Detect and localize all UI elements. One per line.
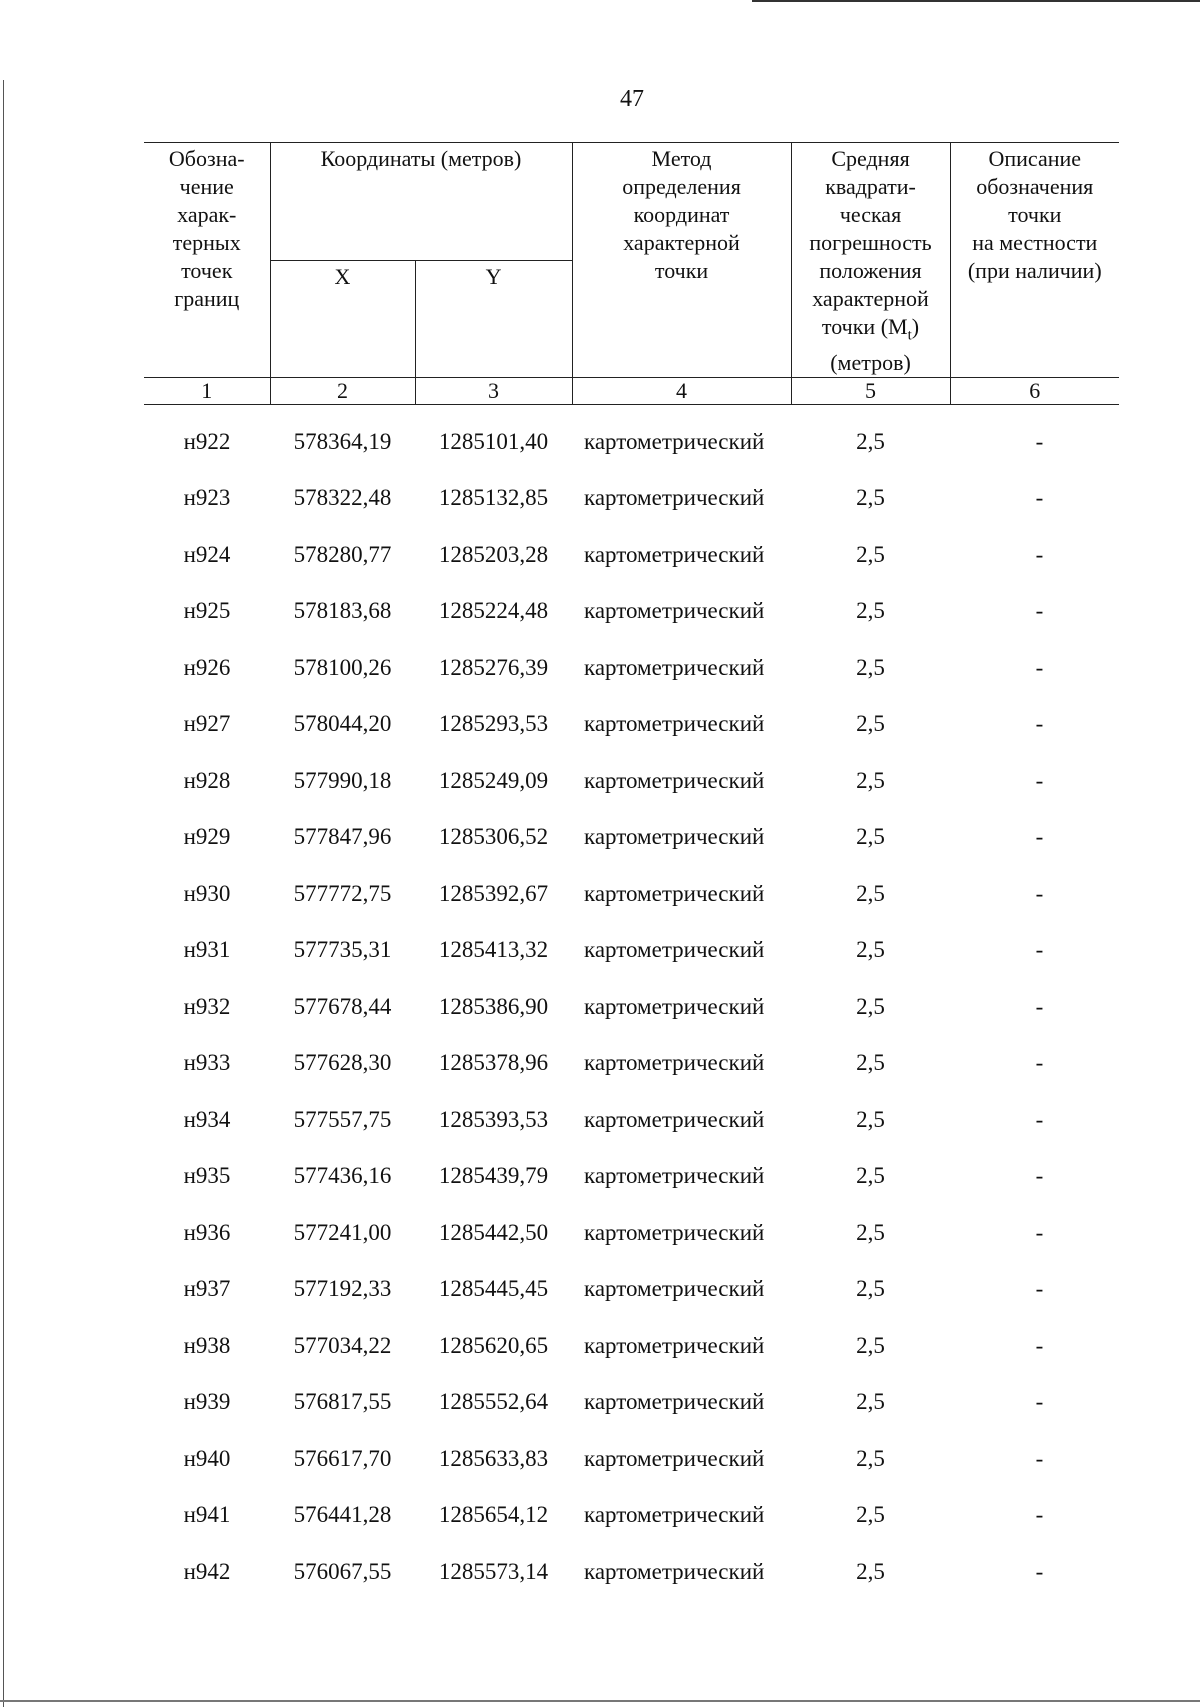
error-cell: 2,5	[856, 541, 885, 567]
method-cell: картометрический	[584, 1163, 765, 1189]
error-cell: 2,5	[856, 1445, 885, 1471]
point-cell: н937	[183, 1276, 231, 1302]
error-cell: 2,5	[856, 1163, 885, 1189]
point-cell: н929	[183, 824, 231, 850]
error-cell: 2,5	[856, 1276, 885, 1302]
table-row	[144, 1543, 1119, 1600]
column-number: 1	[144, 378, 270, 405]
error-cell: 2,5	[856, 824, 885, 850]
method-cell: картометрический	[584, 937, 765, 963]
scan-edge-bottom	[0, 1700, 1200, 1702]
method-cell: картометрический	[584, 1276, 765, 1302]
header-y: Y	[415, 260, 572, 378]
error-cell: 2,5	[856, 1050, 885, 1076]
table-row	[144, 1261, 1119, 1318]
x-cell: 577772,75	[293, 880, 392, 906]
method-cell: картометрический	[584, 1050, 765, 1076]
method-cell: картометрический	[584, 1445, 765, 1471]
x-cell: 578183,68	[293, 598, 392, 624]
x-cell: 578364,19	[293, 428, 392, 454]
point-cell: н940	[183, 1445, 231, 1471]
description-cell: -	[1035, 1106, 1044, 1132]
x-cell: 577990,18	[293, 767, 392, 793]
table-row	[144, 1204, 1119, 1261]
error-cell: 2,5	[856, 993, 885, 1019]
y-cell: 1285393,53	[438, 1106, 549, 1132]
x-cell: 576617,70	[293, 1445, 392, 1471]
coordinates-table	[144, 142, 1119, 1600]
header-description: Описание обозначения точки на местности (при наличии)	[950, 143, 1119, 378]
table-row	[144, 1317, 1119, 1374]
description-cell: -	[1035, 1558, 1044, 1584]
error-cell: 2,5	[856, 1389, 885, 1415]
point-cell: н941	[183, 1502, 231, 1528]
point-cell: н933	[183, 1050, 231, 1076]
y-cell: 1285445,45	[438, 1276, 549, 1302]
x-cell: 577735,31	[293, 937, 392, 963]
point-cell: н923	[183, 485, 231, 511]
y-cell: 1285439,79	[438, 1163, 549, 1189]
description-cell: -	[1035, 880, 1044, 906]
y-cell: 1285306,52	[438, 824, 549, 850]
error-cell: 2,5	[856, 485, 885, 511]
description-cell: -	[1035, 485, 1044, 511]
point-cell: н934	[183, 1106, 231, 1132]
description-cell: -	[1035, 1332, 1044, 1358]
error-cell: 2,5	[856, 654, 885, 680]
y-cell: 1285203,28	[438, 541, 549, 567]
point-cell: н930	[183, 880, 231, 906]
column-numbers-row	[144, 378, 1119, 405]
description-cell: -	[1035, 937, 1044, 963]
point-cell: н936	[183, 1219, 231, 1245]
x-cell: 577192,33	[293, 1276, 392, 1302]
method-cell: картометрический	[584, 541, 765, 567]
y-cell: 1285654,12	[438, 1502, 549, 1528]
description-cell: -	[1035, 598, 1044, 624]
table-row	[144, 922, 1119, 979]
x-cell: 577241,00	[293, 1219, 392, 1245]
table-row	[144, 752, 1119, 809]
header-point-designation: Обозна- чение харак- терных точек границ	[144, 143, 270, 378]
error-cell: 2,5	[856, 1558, 885, 1584]
description-cell: -	[1035, 767, 1044, 793]
point-cell: н932	[183, 993, 231, 1019]
x-cell: 576067,55	[293, 1558, 392, 1584]
description-cell: -	[1035, 1276, 1044, 1302]
header-method: Метод определения координат характерной точки	[572, 143, 791, 378]
point-cell: н938	[183, 1332, 231, 1358]
point-cell: н931	[183, 937, 231, 963]
y-cell: 1285132,85	[438, 485, 549, 511]
x-cell: 577436,16	[293, 1163, 392, 1189]
method-cell: картометрический	[584, 824, 765, 850]
table-row	[144, 1374, 1119, 1431]
x-cell: 578280,77	[293, 541, 392, 567]
y-cell: 1285386,90	[438, 993, 549, 1019]
description-cell: -	[1035, 1389, 1044, 1415]
point-cell: н926	[183, 654, 231, 680]
y-cell: 1285276,39	[438, 654, 549, 680]
table-row	[144, 1091, 1119, 1148]
table-row	[144, 1035, 1119, 1092]
error-cell: 2,5	[856, 1332, 885, 1358]
description-cell: -	[1035, 1050, 1044, 1076]
header-coordinates-group: Координаты (метров)	[270, 143, 572, 261]
column-number: 5	[791, 378, 950, 405]
error-cell: 2,5	[856, 767, 885, 793]
y-cell: 1285378,96	[438, 1050, 549, 1076]
x-cell: 578322,48	[293, 485, 392, 511]
y-cell: 1285413,32	[438, 937, 549, 963]
error-cell: 2,5	[856, 1106, 885, 1132]
method-cell: картометрический	[584, 993, 765, 1019]
description-cell: -	[1035, 541, 1044, 567]
description-cell: -	[1035, 1502, 1044, 1528]
x-cell: 577034,22	[293, 1332, 392, 1358]
point-cell: н922	[183, 428, 231, 454]
scan-edge-top	[752, 0, 1200, 2]
method-cell: картометрический	[584, 1219, 765, 1245]
table-row	[144, 470, 1119, 527]
point-cell: н942	[183, 1558, 231, 1584]
y-cell: 1285293,53	[438, 711, 549, 737]
y-cell: 1285224,48	[438, 598, 549, 624]
table-row	[144, 639, 1119, 696]
method-cell: картометрический	[584, 1106, 765, 1132]
method-cell: картометрический	[584, 1389, 765, 1415]
column-number: 3	[415, 378, 572, 405]
x-cell: 577847,96	[293, 824, 392, 850]
description-cell: -	[1035, 711, 1044, 737]
description-cell: -	[1035, 1163, 1044, 1189]
page-number: 47	[620, 86, 644, 112]
y-cell: 1285249,09	[438, 767, 549, 793]
description-cell: -	[1035, 428, 1044, 454]
method-cell: картометрический	[584, 880, 765, 906]
y-cell: 1285552,64	[438, 1389, 549, 1415]
description-cell: -	[1035, 1445, 1044, 1471]
header-rms-error: Средняя квадрати- ческая погрешность положения характерной точки $(M_t)$ (метров)	[791, 143, 950, 378]
error-cell: 2,5	[856, 880, 885, 906]
y-cell: 1285620,65	[438, 1332, 549, 1358]
y-cell: 1285573,14	[438, 1558, 549, 1584]
x-cell: 576441,28	[293, 1502, 392, 1528]
table-row	[144, 978, 1119, 1035]
table-row	[144, 526, 1119, 583]
y-cell: 1285442,50	[438, 1219, 549, 1245]
x-cell: 576817,55	[293, 1389, 392, 1415]
x-cell: 577678,44	[293, 993, 392, 1019]
method-cell: картометрический	[584, 428, 765, 454]
description-cell: -	[1035, 1219, 1044, 1245]
x-cell: 578100,26	[293, 654, 392, 680]
method-cell: картометрический	[584, 485, 765, 511]
header-x: X	[270, 260, 415, 378]
table-row	[144, 1487, 1119, 1544]
method-cell: картометрический	[584, 1502, 765, 1528]
error-cell: 2,5	[856, 428, 885, 454]
table-row	[144, 1430, 1119, 1487]
table-row	[144, 405, 1119, 470]
point-cell: н924	[183, 541, 231, 567]
point-cell: н925	[183, 598, 231, 624]
method-cell: картометрический	[584, 1558, 765, 1584]
x-cell: 578044,20	[293, 711, 392, 737]
method-cell: картометрический	[584, 654, 765, 680]
table-row	[144, 1148, 1119, 1205]
error-cell: 2,5	[856, 1219, 885, 1245]
error-cell: 2,5	[856, 937, 885, 963]
table-row	[144, 865, 1119, 922]
point-cell: н939	[183, 1389, 231, 1415]
column-number: 4	[572, 378, 791, 405]
table-body	[144, 405, 1119, 1600]
y-cell: 1285392,67	[438, 880, 549, 906]
error-cell: 2,5	[856, 598, 885, 624]
description-cell: -	[1035, 824, 1044, 850]
method-cell: картометрический	[584, 711, 765, 737]
x-cell: 577628,30	[293, 1050, 392, 1076]
column-number: 6	[950, 378, 1119, 405]
error-cell: 2,5	[856, 711, 885, 737]
point-cell: н935	[183, 1163, 231, 1189]
scan-edge-left	[3, 80, 4, 1707]
point-cell: н928	[183, 767, 231, 793]
method-cell: картометрический	[584, 767, 765, 793]
method-cell: картометрический	[584, 598, 765, 624]
description-cell: -	[1035, 654, 1044, 680]
column-number: 2	[270, 378, 415, 405]
method-cell: картометрический	[584, 1332, 765, 1358]
table-row	[144, 583, 1119, 640]
table-row	[144, 696, 1119, 753]
description-cell: -	[1035, 993, 1044, 1019]
table-row	[144, 809, 1119, 866]
y-cell: 1285633,83	[438, 1445, 549, 1471]
y-cell: 1285101,40	[438, 428, 549, 454]
x-cell: 577557,75	[293, 1106, 392, 1132]
error-cell: 2,5	[856, 1502, 885, 1528]
point-cell: н927	[183, 711, 231, 737]
